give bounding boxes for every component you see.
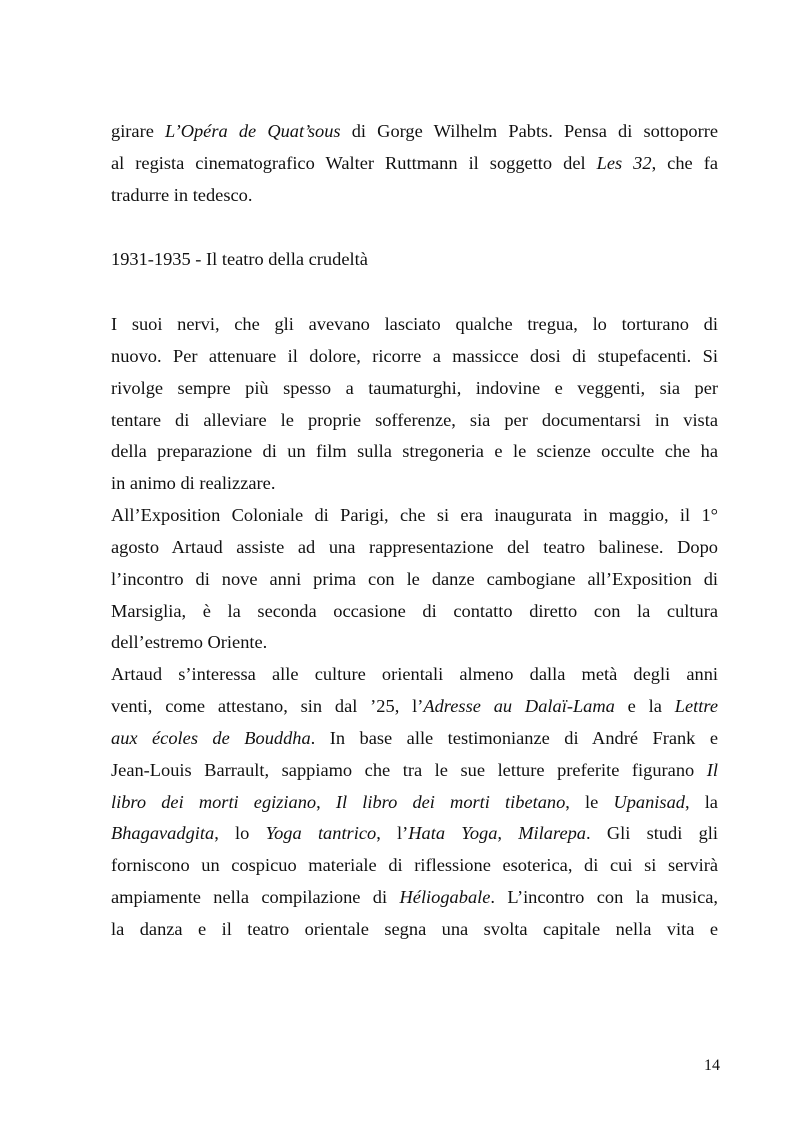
- text-line: al regista cinematografico Walter Ruttmann il soggetto del Les 32, che fa: [111, 153, 718, 173]
- section-heading: 1931-1935 - Il teatro della crudeltà: [111, 249, 368, 269]
- text-line: I suoi nervi, che gli avevano lasciato qualche tregua, lo torturano di: [111, 314, 718, 334]
- text-line: tentare di alleviare le proprie sofferenze, sia per documentarsi in vista: [111, 410, 718, 430]
- text-line: della preparazione di un film sulla stregoneria e le scienze occulte che ha: [111, 441, 718, 461]
- text-line: agosto Artaud assiste ad una rappresentazione del teatro balinese. Dopo: [111, 537, 718, 557]
- text-line: rivolge sempre più spesso a taumaturghi, indovine e veggenti, sia per: [111, 378, 718, 398]
- text-line: ampiamente nella compilazione di Héliogabale. L’incontro con la musica,: [111, 887, 718, 907]
- text-line: dell’estremo Oriente.: [111, 632, 268, 652]
- text-line: forniscono un cospicuo materiale di riflessione esoterica, di cui si servirà: [111, 855, 718, 875]
- text-line: nuovo. Per attenuare il dolore, ricorre a massicce dosi di stupefacenti. Si: [111, 346, 718, 366]
- text-line: la danza e il teatro orientale segna una svolta capitale nella vita e: [111, 919, 718, 939]
- text-line: l’incontro di nove anni prima con le danze cambogiane all’Exposition di: [111, 569, 718, 589]
- text-line: Jean-Louis Barrault, sappiamo che tra le sue letture preferite figurano Il: [111, 760, 718, 780]
- text-line: Marsiglia, è la seconda occasione di contatto diretto con la cultura: [111, 601, 718, 621]
- text-line: Artaud s’interessa alle culture orientali almeno dalla metà degli anni: [111, 664, 718, 684]
- document-page: [111, 0, 718, 1123]
- text-line: venti, come attestano, sin dal ’25, l’Adresse au Dalaï-Lama e la Lettre: [111, 696, 719, 716]
- page-number: 14: [704, 1057, 720, 1074]
- text-line: aux écoles de Bouddha. In base alle testimonianze di André Frank e: [111, 728, 718, 748]
- text-line: Bhagavadgita, lo Yoga tantrico, l’Hata Yoga, Milarepa. Gli studi gli: [111, 823, 719, 843]
- text-line: libro dei morti egiziano, Il libro dei morti tibetano, le Upanisad, la: [111, 792, 718, 812]
- text-line: tradurre in tedesco.: [111, 185, 253, 205]
- text-line: girare L’Opéra de Quat’sous di Gorge Wilhelm Pabts. Pensa di sottoporre: [111, 121, 719, 141]
- text-line: All’Exposition Coloniale di Parigi, che si era inaugurata in maggio, il 1°: [111, 505, 718, 525]
- text-line: in animo di realizzare.: [111, 473, 276, 493]
